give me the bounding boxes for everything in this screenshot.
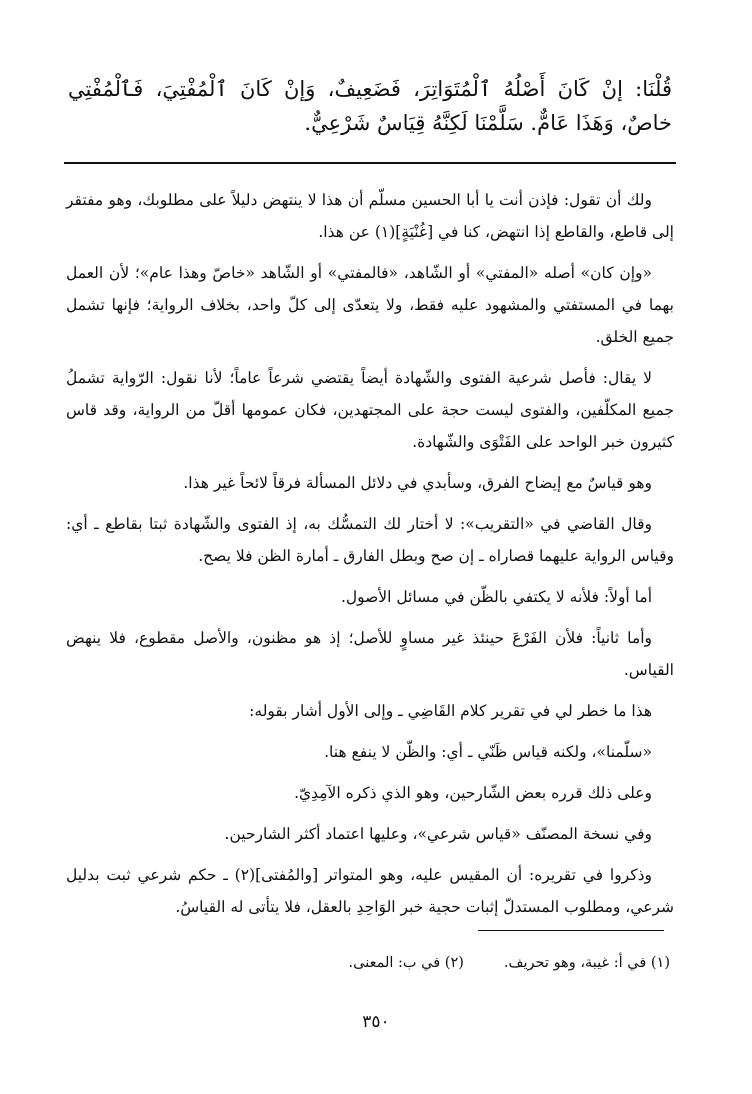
paragraph: هذا ما خطر لي في تقرير كلام القَاضِي ـ وإلى الأول أشار بقوله: [249, 702, 652, 720]
footnote-divider [478, 930, 664, 931]
paragraph: وعلى ذلك قرره بعض الشّارحين، وهو الذي ذكره الآمِدِيّ. [294, 784, 652, 802]
paragraph: وذكروا في تقريره: أن المقيس عليه، وهو المتواتر [والمُفتى](٢) ـ حكم شرعي ثبت بدليل شرعي، ومطلوب المستدلّ إثبات حجية خبر الوَاحِدِ بالعقل، فلا يتأتى له القياسُ. [66, 866, 674, 916]
paragraph: لا يقال: فأصل شرعية الفتوى والشّهادة أيضاً يقتضي شرعاً عاماً؛ لأنا نقول: الرّواية تشملُ جميع المكلّفين، والفتوى ليست حجة على المجتهدين، فكان عمومها أقلّ من الرواية، وقد قاس كثيرون خبر الواحد على الفَتْوَى والشّهادة. [66, 369, 674, 451]
footnotes [120, 950, 670, 976]
commentary-body [66, 184, 674, 932]
paragraph: ولك أن تقول: فإذن أنت يا أبا الحسين مسلّم أن هذا لا ينتهض دليلاً على مطلوبك، وهو مفتقر إلى قاطع، والقاطع إذا انتهض، كنا في [غُنْيَةٍ](١) عن هذا. [66, 191, 674, 241]
paragraph: «وإن كان» أصله «المفتي» أو الشّاهد، «فالمفتي» أو الشّاهد «خاصّ وهذا عام»؛ لأن العمل بهما في المستفتي والمشهود عليه فقط، ولا يتعدّى إلى كلّ واحد، بخلاف الرواية؛ فإنها تشمل جميع الخلق. [66, 264, 674, 346]
footnote-1: (١) في أ: غيبة، وهو تحريف. [503, 955, 670, 971]
page-number: ٣٥٠ [362, 1012, 390, 1032]
paragraph: وأما ثانياً: فلأن الفَرْعَ حينئذ غير مساوٍ للأصل؛ إذ هو مظنون، والأصل مقطوع، فلا ينهض القياس. [66, 629, 674, 679]
footnote-2: (٢) في ب: المعنى. [348, 955, 464, 971]
paragraph: وفي نسخة المصنّف «قياس شرعي»، وعليها اعتماد أكثر الشارحين. [224, 825, 652, 843]
paragraph: وقال القاضي في «التقريب»: لا أختار لك التمسُّك به، إذ الفتوى والشّهادة ثبتا بقاطع ـ أي: وقياس الرواية عليهما قصاراه ـ إن صح وبطل الفارق ـ أمارة الظن فلا يصح. [66, 515, 674, 565]
paragraph: «سلّمنا»، ولكنه قياس ظَنّي ـ أي: والظّن لا ينفع هنا. [324, 743, 652, 761]
paragraph: أما أولاً: فلأنه لا يكتفي بالظّن في مسائل الأصول. [340, 588, 652, 606]
matn-divider [64, 162, 676, 164]
paragraph: وهو قياسٌ مع إيضاح الفرق، وسأبدي في دلائل المسألة فرقاً لائحاً غير هذا. [183, 474, 652, 492]
matn-text: قُلْنَا: إنْ كَانَ أَصْلُهُ ٱلْمُتَوَاتِرَ، فَضَعِيفٌ، وَإنْ كَانَ ٱلْمُفْتِيَ، فَٱلْمُفْتِي خاصٌ، وَهَذَا عَامٌّ. سَلَّمْنَا لَكِنَّهُ قِيَاسٌ شَرْعِيٌّ. [68, 77, 672, 135]
